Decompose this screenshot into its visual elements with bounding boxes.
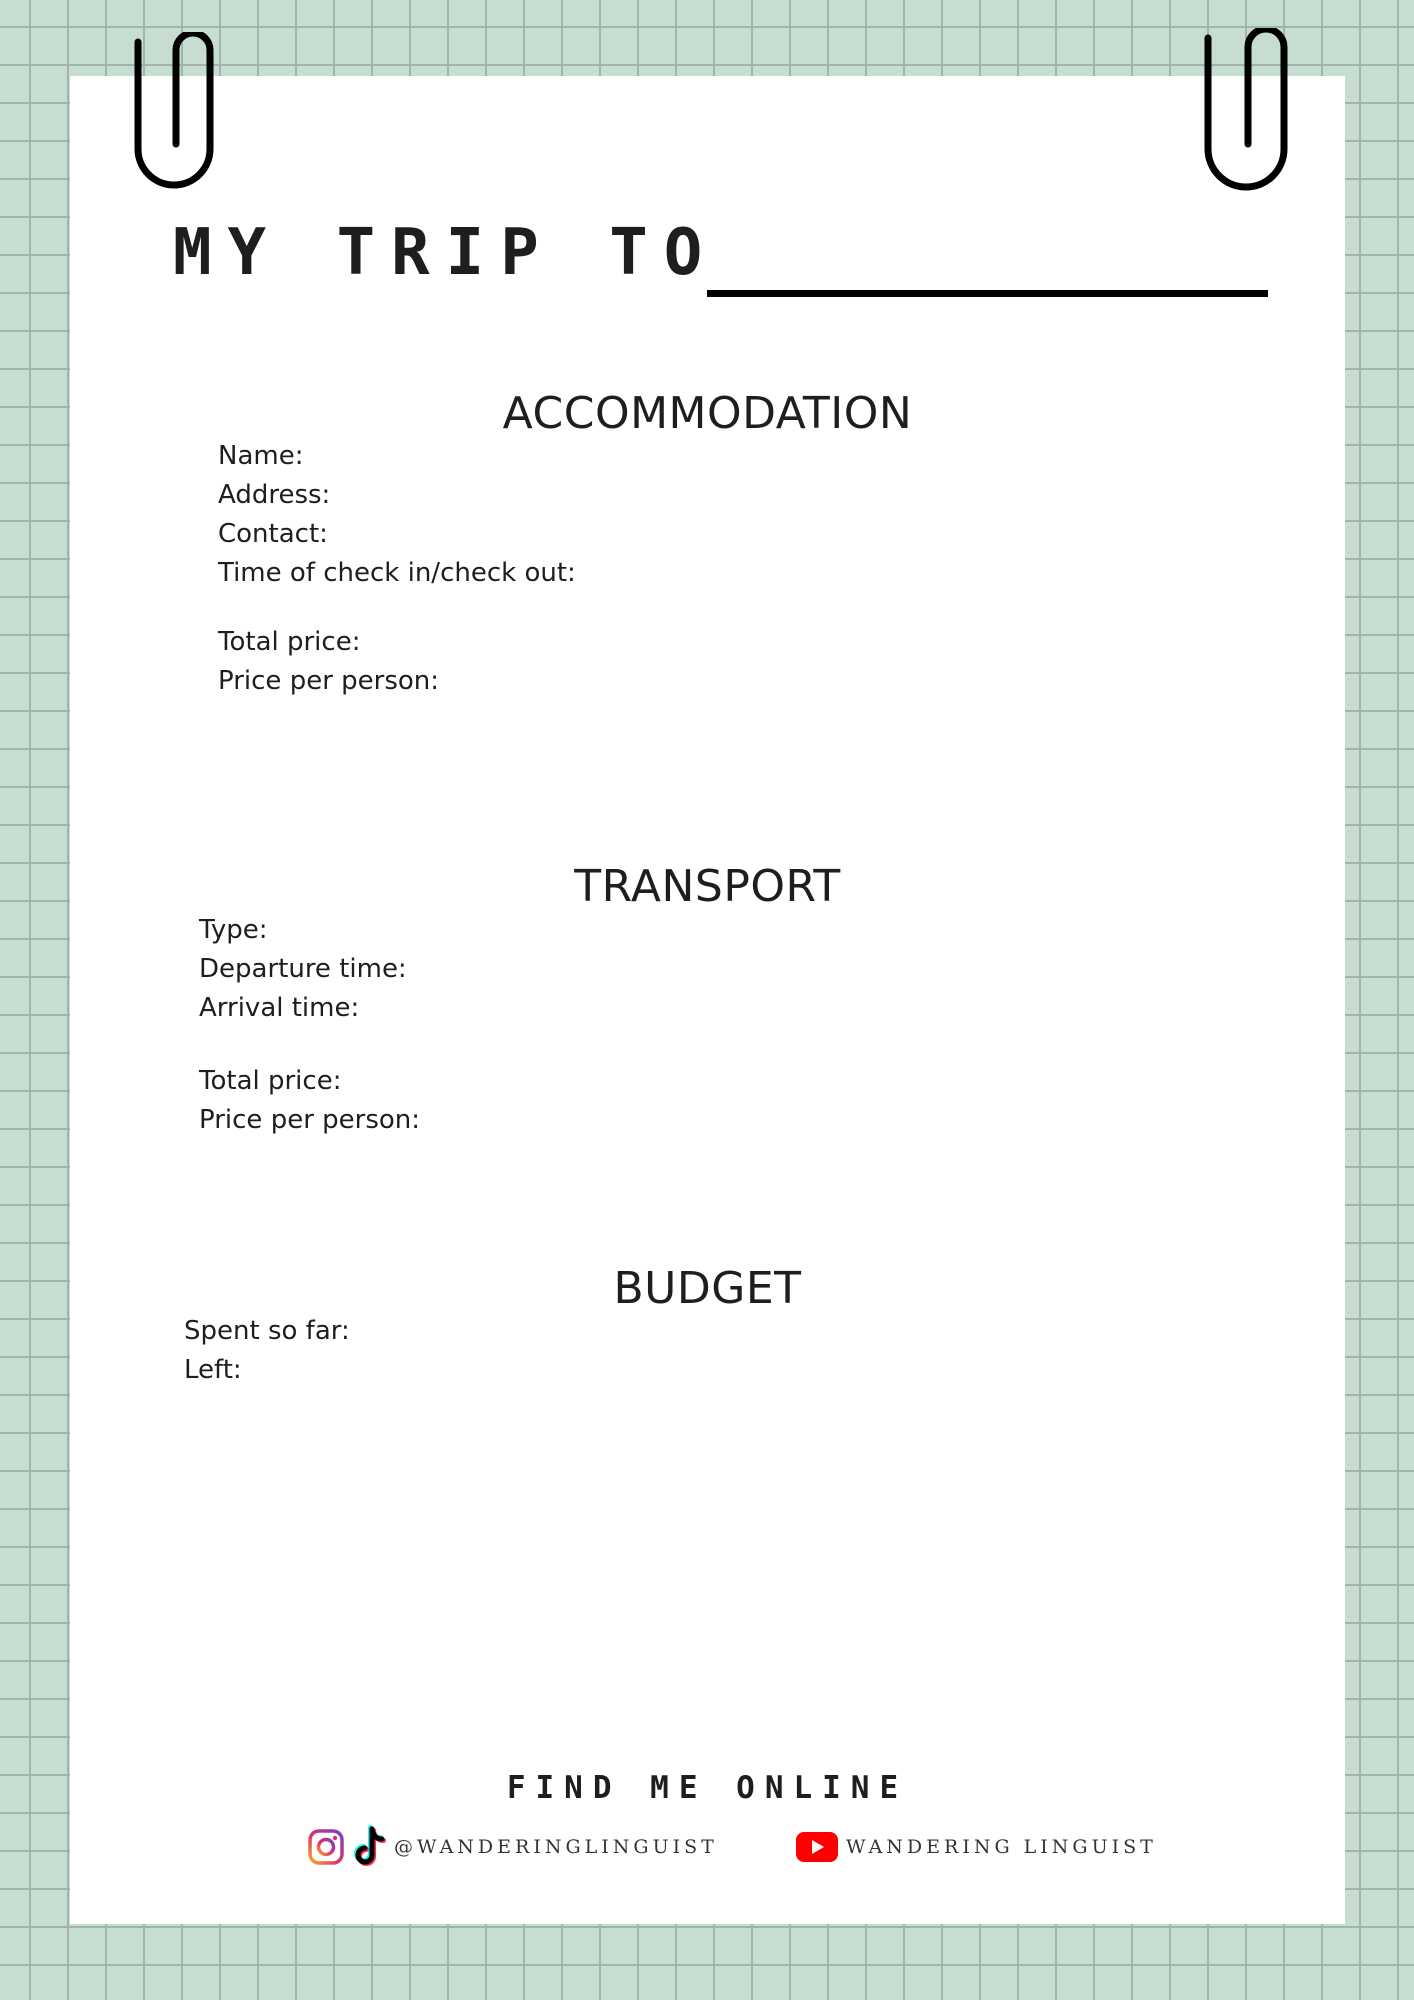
planner-sheet [70,76,1345,1924]
paperclip-icon [134,32,216,194]
departure-time-label: Departure time: [199,954,407,984]
accommodation-heading: ACCOMMODATION [502,388,913,439]
check-in-out-label: Time of check in/check out: [218,558,576,588]
find-me-online-heading: FIND ME ONLINE [506,1770,909,1806]
page-title: MY TRIP TO [173,216,719,290]
budget-fields [184,1312,350,1390]
accommodation-fields [218,437,576,701]
tiktok-icon[interactable] [350,1825,390,1869]
price-per-person-label: Price per person: [199,1105,421,1135]
paperclip-icon [1203,28,1289,196]
type-label: Type: [199,915,268,945]
budget-heading: BUDGET [613,1263,802,1314]
total-price-label: Total price: [218,627,361,657]
spent-so-far-label: Spent so far: [184,1316,350,1346]
total-price-label: Total price: [199,1066,342,1096]
left-label: Left: [184,1355,242,1385]
arrival-time-label: Arrival time: [199,993,360,1023]
name-label: Name: [218,441,304,471]
youtube-channel-text[interactable]: WANDERING LINGUIST [846,1836,1157,1858]
price-per-person-label: Price per person: [218,666,440,696]
social-handle-text[interactable]: @WANDERINGLINGUIST [394,1836,718,1858]
destination-blank-line [707,290,1268,297]
youtube-icon[interactable] [796,1832,838,1862]
instagram-icon[interactable] [306,1827,346,1867]
transport-heading: TRANSPORT [574,861,841,912]
social-handle-group[interactable] [306,1824,718,1870]
youtube-channel-group[interactable] [796,1824,1157,1870]
contact-label: Contact: [218,519,328,549]
transport-fields [199,911,420,1140]
address-label: Address: [218,480,331,510]
